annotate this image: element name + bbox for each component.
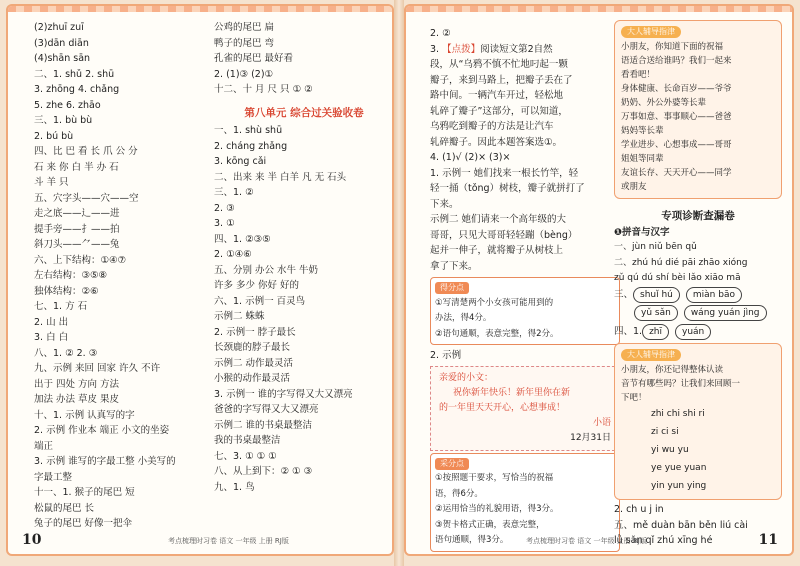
answer-line: 一、jùn niǔ bēn qǔ: [614, 242, 697, 252]
answer-line: (3)dān diān: [34, 37, 89, 49]
letter-body: 的一年里天天开心，心想事成！: [439, 402, 566, 413]
answer-line: 3. zhōng 4. chǎng: [34, 84, 120, 95]
answer-line: 2. cháng zhǎng: [214, 140, 288, 152]
tip-line: 音节有哪些吗？让我们来回顾一: [621, 379, 741, 389]
answer-line: 3. 示例一 谁的字写得又大又漂亮: [214, 388, 353, 400]
answer-line: 示例二 她们请来一个高年级的大: [430, 214, 567, 225]
answer-line: 2. 示例一 脖子最长: [214, 326, 296, 338]
answer-line: 兔子的尾巴 好像一把伞: [34, 518, 133, 529]
pinyin-oval: yǔ sǎn: [634, 305, 678, 321]
answer-line: 加法 办法 草皮 果皮: [34, 394, 120, 405]
answer-line: 语，得6分。: [435, 488, 483, 499]
answer-line: 段，从“乌鸦不慎不忙地叼起一颗: [430, 59, 568, 70]
answer-line: 九、示例 来回 回家 许久 不许: [34, 363, 161, 374]
right-page: [404, 4, 794, 556]
answer-line: lǜ săn qǐ zhú xīng hé: [614, 535, 713, 546]
answer-line: 2. 示例 作业本 端正 小文的坐姿: [34, 425, 170, 436]
tip-line: 语适合送给谁吗？我们一起来: [621, 56, 732, 66]
answer-line: ②运用恰当的礼貌用语，得3分。: [435, 504, 559, 514]
pinyin-oval: wáng yuán jìng: [684, 305, 767, 321]
answer-line: 五、mě duàn bān běn liú cài: [614, 519, 748, 531]
tutoring-tip-box-2: [614, 343, 782, 500]
tip-line: 万事如意、事事顺心——爸爸: [621, 112, 732, 122]
answer-line: 拿了下来。: [430, 260, 478, 272]
book-spine: [394, 0, 404, 566]
tip-line: 身体健康、长命百岁——爷爷: [621, 84, 732, 94]
answer-line: 路中间。一辆汽车开过，轻松地: [430, 90, 564, 101]
right-page-number: 11: [758, 532, 778, 548]
answer-line: 斜刀头——⺈——兔: [34, 239, 120, 250]
answer-line: 松鼠的尾巴 长: [34, 502, 95, 514]
answer-line: 2. ②: [430, 28, 451, 39]
special-section-title: 专项诊断查漏卷: [661, 210, 735, 222]
answer-line: 轻一捅（tǒng）树枝，瓣子就拼打了: [430, 183, 585, 194]
tip-line: 学业进步、心想事成——哥哥: [621, 140, 732, 150]
answer-line: 3. 白 白: [34, 332, 69, 343]
answer-line: 二、zhú hú dié pāi zhāo xióng: [614, 257, 748, 268]
letter-body: 祝你新年快乐！新年里你在新: [453, 387, 571, 398]
answer-line: 出于 四处 方向 方法: [34, 378, 120, 390]
answer-line: 二、出来 来 半 白羊 凡 无 石头: [214, 171, 347, 183]
answer-line: 4. (1)√ (2)× (3)×: [430, 152, 511, 163]
answer-line: 我的书桌最整洁: [214, 435, 281, 446]
left-answer-column-2: [214, 20, 394, 495]
syllable-row: yi wu yu: [651, 445, 689, 455]
answer-line: ①按照题干要求，写恰当的祝福: [435, 473, 554, 483]
syllable-row: ye yue yuan: [651, 463, 707, 473]
tutoring-tip-box: [614, 20, 782, 199]
answer-line: ③贺卡格式正确，表意完整，: [435, 519, 545, 530]
answer-line: 乌鸦吃到瓣子的方法是让汽车: [430, 121, 554, 132]
answer-line: 3. kōng cǎi: [214, 156, 267, 167]
right-answer-column-2: [614, 20, 782, 549]
answer-line: 八、从上到下：② ① ③: [214, 466, 313, 477]
answer-line: 长颈鹿的脖子最长: [214, 342, 291, 353]
score-point-box: [430, 277, 620, 345]
answer-line: 鸭子的尾巴 弯: [214, 37, 275, 49]
answer-line: 三、: [614, 288, 634, 300]
answer-line: 起并一伸子，就将瓣子从树枝上: [430, 245, 564, 256]
answer-line: 斗 羊 只: [34, 177, 69, 188]
answer-line: 3. ①: [214, 218, 235, 229]
left-page-number: 10: [22, 532, 42, 548]
answer-line: 五、分别 办公 水牛 牛奶: [214, 264, 319, 276]
answer-line: (2)zhuī zuī: [34, 22, 84, 33]
tip-line: 或朋友: [621, 182, 647, 192]
answer-line: 瓣子，来到马路上，把瓣子丢在了: [430, 74, 573, 86]
answer-line: ②语句通顺，表意完整，得2分。: [435, 328, 559, 339]
checkpoint-tag: 采分点: [435, 458, 469, 470]
answer-line: 语句通顺，得3分。: [435, 535, 509, 545]
score-point-tag: 得分点: [435, 282, 469, 294]
answer-line: zǔ qú dú shí bèi lǎo xiāo mā: [614, 273, 741, 283]
answer-line: 阅读短文第2自然: [480, 43, 553, 55]
answer-line: 石 来 你 白 半 办 石: [34, 161, 119, 173]
tip-line: 下吧！: [621, 393, 647, 403]
right-page-footer: 考点梳理时习卷 语文 一年级 上册 RJ版: [526, 537, 647, 545]
answer-line: 爸爸的字写得又大又漂亮: [214, 404, 319, 415]
answer-line: 轧碎瓣子。因此本题答案选①。: [430, 136, 563, 148]
unit-title: 第八单元 综合过关验收卷: [244, 106, 364, 119]
syllable-row: zhi chi shi ri: [651, 409, 705, 419]
left-answer-column-1: [34, 20, 214, 532]
answer-line: 八、1. ② 2. ③: [34, 347, 98, 359]
answer-line: 独体结构：②⑥: [34, 285, 99, 297]
letter-date: 12月31日: [570, 432, 611, 443]
answer-line: 九、1. 鸟: [214, 481, 255, 493]
answer-line: (4)shān sān: [34, 53, 91, 64]
syllable-row: zi ci si: [651, 427, 679, 437]
tip-line: 小朋友，你知道下面的祝福: [621, 42, 724, 52]
answer-line: 六、上下结构：①④⑦: [34, 254, 127, 266]
tip-title: 大人辅导指津: [621, 26, 681, 38]
pinyin-oval: zhī: [642, 324, 669, 340]
answer-line: 2. ①④⑥: [214, 249, 252, 260]
answer-line: 3. 示例 谁写的字最工整 小美写的: [34, 456, 176, 467]
left-page: [6, 4, 394, 556]
answer-line: 办法，得4分。: [435, 313, 492, 323]
pinyin-oval: miàn bāo: [686, 287, 742, 303]
answer-line: 四、1.: [614, 325, 643, 337]
right-answer-column-1: [430, 26, 620, 552]
answer-line: 七、1. 方 石: [34, 301, 88, 312]
answer-line: 十二、十 月 尺 只 ① ②: [214, 84, 313, 95]
answer-line: 示例二 谁的书桌最整洁: [214, 419, 313, 431]
answer-line: 六、1. 示例一 百灵鸟: [214, 295, 306, 307]
answer-line: 五、穴字头——穴——空: [34, 192, 139, 204]
answer-line: 2. 山 出: [34, 316, 69, 328]
right-page-border-band: [406, 6, 792, 12]
answer-line: 2. (1)③ (2)①: [214, 68, 274, 80]
pinyin-oval: shuǐ hú: [633, 287, 680, 303]
answer-line: 十、1. 示例 认真写的字: [34, 409, 135, 421]
left-page-border-band: [8, 6, 392, 12]
answer-line: 哥哥，只见大哥哥轻轻蹦（bèng）: [430, 229, 578, 241]
letter-signature: 小语: [592, 417, 611, 428]
answer-line: 轧碎了瓣子”这部分，可以知道，: [430, 105, 568, 117]
left-page-footer: 考点梳理时习卷 语文 一年级 上册 RJ版: [168, 537, 289, 545]
answer-line: 十一、1. 猴子的尾巴 短: [34, 487, 135, 498]
answer-line: 1. 示例一 她们找来一根长竹竿，轻: [430, 167, 579, 179]
answer-line: 2. ch u j in: [614, 504, 664, 515]
tip-title: 大人辅导指津: [621, 349, 681, 361]
answer-line: 下来。: [430, 198, 459, 210]
answer-line: 小猴的动作最灵活: [214, 373, 291, 384]
answer-line: 3.: [430, 43, 443, 55]
answer-line: 字最工整: [34, 471, 73, 483]
pinyin-oval: yuán: [675, 324, 711, 340]
tip-line: 姐姐等同辈: [621, 154, 664, 164]
answer-line: 公鸡的尾巴 扁: [214, 22, 275, 33]
tip-line: 看看吧！: [621, 70, 656, 80]
tip-line: 妈妈等长辈: [621, 126, 664, 136]
answer-line: 5. zhe 6. zhāo: [34, 99, 101, 111]
answer-line: 2. ③: [214, 202, 235, 214]
answer-line: 示例二 动作最灵活: [214, 357, 294, 369]
letter-greeting: 亲爱的小文：: [439, 372, 494, 383]
answer-line: 七、3. ① ① ①: [214, 450, 277, 462]
greeting-card: [430, 366, 620, 451]
answer-line: 孔雀的尾巴 最好看: [214, 53, 294, 64]
tip-line: 小朋友，你还记得整体认读: [621, 365, 724, 375]
answer-line: 左右结构：③⑤⑧: [34, 270, 108, 281]
tip-line: 奶奶、外公外婆等长辈: [621, 98, 707, 108]
answer-line: 走之底——辶——进: [34, 208, 120, 219]
answer-line: 三、1. bù bù: [34, 115, 93, 126]
syllable-row: yin yun ying: [651, 481, 707, 491]
answer-line: 许多 多少 你好 好的: [214, 280, 300, 291]
answer-line: 四、比 巴 看 长 爪 公 分: [34, 146, 138, 157]
answer-line: 2. bú bù: [34, 130, 74, 142]
answer-line: 三、1. ②: [214, 187, 254, 198]
answer-line: 2. 示例: [430, 350, 462, 361]
dian-label: 【点拨】: [442, 43, 481, 55]
answer-line: 示例二 蛛蛛: [214, 311, 265, 322]
answer-line: 一、1. shù shū: [214, 125, 283, 136]
answer-line: 四、1. ②③⑤: [214, 233, 271, 245]
tip-line: 友谊长存、天天开心——同学: [621, 168, 732, 178]
answer-line: 提手旁——扌——拍: [34, 223, 120, 235]
answer-line: 二、1. shǔ 2. shū: [34, 68, 115, 80]
special-section-subtitle: ❶拼音与汉字: [614, 226, 670, 238]
answer-line: ①写清楚两个小女孩可能用到的: [435, 297, 554, 308]
answer-line: 端正: [34, 440, 54, 452]
